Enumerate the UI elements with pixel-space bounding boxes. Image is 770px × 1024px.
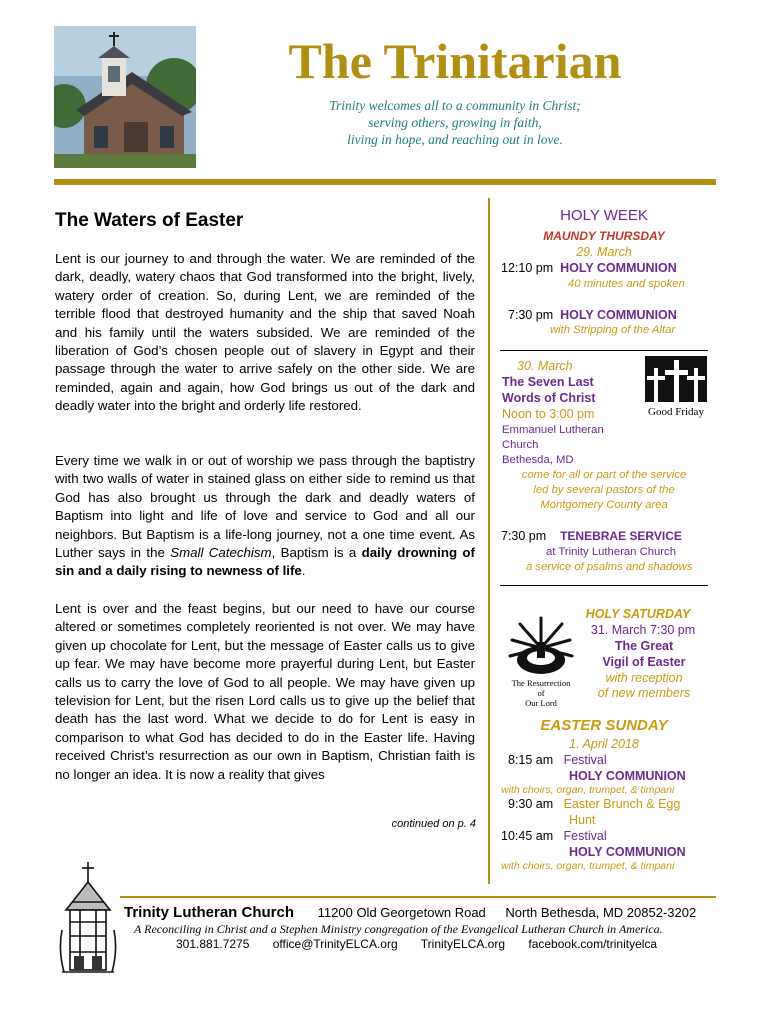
newsletter-title: The Trinitarian <box>288 33 622 89</box>
motto-line-2: serving others, growing in faith, <box>368 115 542 130</box>
tenebrae-title: TENEBRAE SERVICE <box>560 529 682 543</box>
catechism-title: Small Catechism <box>170 545 272 561</box>
tenebrae-place: at Trinity Lutheran Church <box>546 546 676 558</box>
footer-street: 11200 Old Georgetown Road <box>317 905 486 920</box>
good-friday-crosses-icon <box>645 356 707 422</box>
saturday-date-time: 31. March 7:30 pm <box>590 623 696 637</box>
church-photo <box>54 26 196 168</box>
sidebar-divider-2 <box>500 585 708 586</box>
footer-contact-line <box>176 937 675 951</box>
maundy-note-2: with Stripping of the Altar <box>550 324 676 336</box>
easter-name-2: Easter Brunch & Egg <box>563 797 681 811</box>
article-paragraph-1 <box>55 250 475 416</box>
easter-title-3: HOLY COMMUNION <box>569 845 686 859</box>
footer-org-name: Trinity Lutheran Church <box>124 904 295 921</box>
resurrection-caption-1: The Resurrection of <box>511 678 571 698</box>
easter-name-3: Festival <box>563 829 607 843</box>
friday-place-3: Bethesda, MD <box>502 454 574 466</box>
tenebrae-note: a service of psalms and shadows <box>526 561 693 573</box>
maundy-time-2: 7:30 pm <box>508 308 554 322</box>
paragraph-2-text-b: , Baptism is a <box>271 545 362 561</box>
easter-name-2-cont: Hunt <box>569 813 596 827</box>
easter-note-1: with choirs, organ, trumpet, & timpani <box>501 784 675 796</box>
saturday-title-2: Vigil of Easter <box>602 655 686 669</box>
easter-service-3 <box>501 828 607 844</box>
saturday-note-1: with reception <box>605 671 683 685</box>
article-paragraph-2 <box>55 452 475 581</box>
easter-time-3: 10:45 am <box>501 829 554 843</box>
maundy-time-1: 12:10 pm <box>501 261 554 275</box>
easter-service-2 <box>508 796 680 812</box>
column-divider <box>488 198 490 884</box>
friday-title-2: Words of Christ <box>502 391 596 405</box>
paragraph-3-text: Lent is over and the feast begins, but our need to have our course altered or sometimes completely reoriented is not over. We may have given up chocolate for Lent, but the message of Easter calls us to give up fear. We may have become more prayerful during Lent, but Easter calls us to carry the love of God to all people. We may have given up television for Lent, but the risen Lord calls us to give up the belief that death has the last word. What we decide to do for Lent is easy in comparison to what God has decided to do in the Easter life. Having received Christ’s resurrection as our own in Baptism, Christian faith is no longer an idea. It is now a reality that gives <box>55 601 475 782</box>
resurrection-caption-2: Our Lord <box>525 698 557 708</box>
footer-email[interactable]: office@TrinityELCA.org <box>272 937 398 951</box>
motto-line-3: living in hope, and reaching out in love. <box>347 132 563 147</box>
maundy-service-2 <box>508 307 677 323</box>
resurrection-caption <box>508 678 574 708</box>
maundy-thursday-label: MAUNDY THURSDAY <box>543 229 665 243</box>
easter-note-3: with choirs, organ, trumpet, & timpani <box>501 860 675 872</box>
maundy-service-1 <box>501 260 677 276</box>
footer-phone: 301.881.7275 <box>176 937 250 951</box>
easter-time-1: 8:15 am <box>508 753 554 767</box>
easter-date: 1. April 2018 <box>569 737 639 751</box>
easter-name-1: Festival <box>563 753 607 767</box>
holy-week-heading: HOLY WEEK <box>560 207 648 224</box>
easter-service-1 <box>508 752 607 768</box>
friday-time: Noon to 3:00 pm <box>502 407 595 421</box>
friday-note-1: come for all or part of the service <box>521 469 687 481</box>
maundy-title-1: HOLY COMMUNION <box>560 261 677 275</box>
friday-title-1: The Seven Last <box>502 375 594 389</box>
footer-city: North Bethesda, MD 20852-3202 <box>505 905 697 920</box>
friday-place-1: Emmanuel Lutheran <box>502 424 604 436</box>
paragraph-2-text-c: . <box>301 563 306 579</box>
good-friday-caption: Good Friday <box>648 406 704 418</box>
maundy-date: 29. March <box>576 245 632 259</box>
footer-divider <box>120 896 716 898</box>
continued-note: continued on p. 4 <box>391 818 476 830</box>
friday-note-3: Montgomery County area <box>540 499 668 511</box>
top-divider <box>54 179 716 185</box>
resurrection-icon <box>508 614 574 708</box>
baptism-emphasis: daily drowning of sin and a daily rising to newness of life <box>55 545 475 579</box>
maundy-title-2: HOLY COMMUNION <box>560 308 677 322</box>
easter-time-2: 9:30 am <box>508 797 554 811</box>
friday-place-2: Church <box>502 439 539 451</box>
article-title: The Waters of Easter <box>55 210 244 231</box>
church-sketch-icon <box>58 860 118 984</box>
footer-tagline: A Reconciling in Christ and a Stephen Ministry congregation of the Evangelical Lutheran Church in America. <box>134 922 663 936</box>
tenebrae-service <box>501 528 682 544</box>
tenebrae-time: 7:30 pm <box>501 529 547 543</box>
friday-date: 30. March <box>517 359 573 373</box>
footer-website[interactable]: TrinityELCA.org <box>420 937 506 951</box>
article-paragraph-3 <box>55 600 475 784</box>
easter-title-1: HOLY COMMUNION <box>569 769 686 783</box>
paragraph-1-text: Lent is our journey to and through the water. We are reminded of the dark, deadly, watery chaos that God transformed into the bright, lively, watery order of creation. So, during Lent, we are reminded of the terrible flood that destroyed humanity and the ship that saved Noah and his family until the waters subsided. We are reminded of the liberation of God’s chosen people out of slavery in Egypt and their passage through the water to arrive safely on the other side. We are reminded, again and again, how God brings us out of the dark and deadly water into the bright and orderly life restored. <box>55 251 475 414</box>
paragraph-2-text-a: Every time we walk in or out of worship we pass through the baptistry with two walls of water in stained glass on either side to remind us that God has also brought us through the dark and deadly waters of Baptism into light and life of love and service to God and all our neighbors. But Baptism is a life-long journey, not a one time event. As Luther says in the <box>55 453 475 561</box>
maundy-note-1: 40 minutes and spoken <box>568 278 685 290</box>
friday-note-2: led by several pastors of the <box>533 484 675 496</box>
motto-line-1: Trinity welcomes all to a community in Christ; <box>329 98 581 113</box>
footer-facebook[interactable]: facebook.com/trinityelca <box>528 937 658 951</box>
saturday-title-1: The Great <box>614 639 674 653</box>
footer-address-line <box>124 904 696 921</box>
easter-sunday-label: EASTER SUNDAY <box>540 717 668 734</box>
holy-saturday-label: HOLY SATURDAY <box>585 607 691 621</box>
sidebar-divider-1 <box>500 350 708 351</box>
saturday-note-2: of new members <box>597 686 691 700</box>
